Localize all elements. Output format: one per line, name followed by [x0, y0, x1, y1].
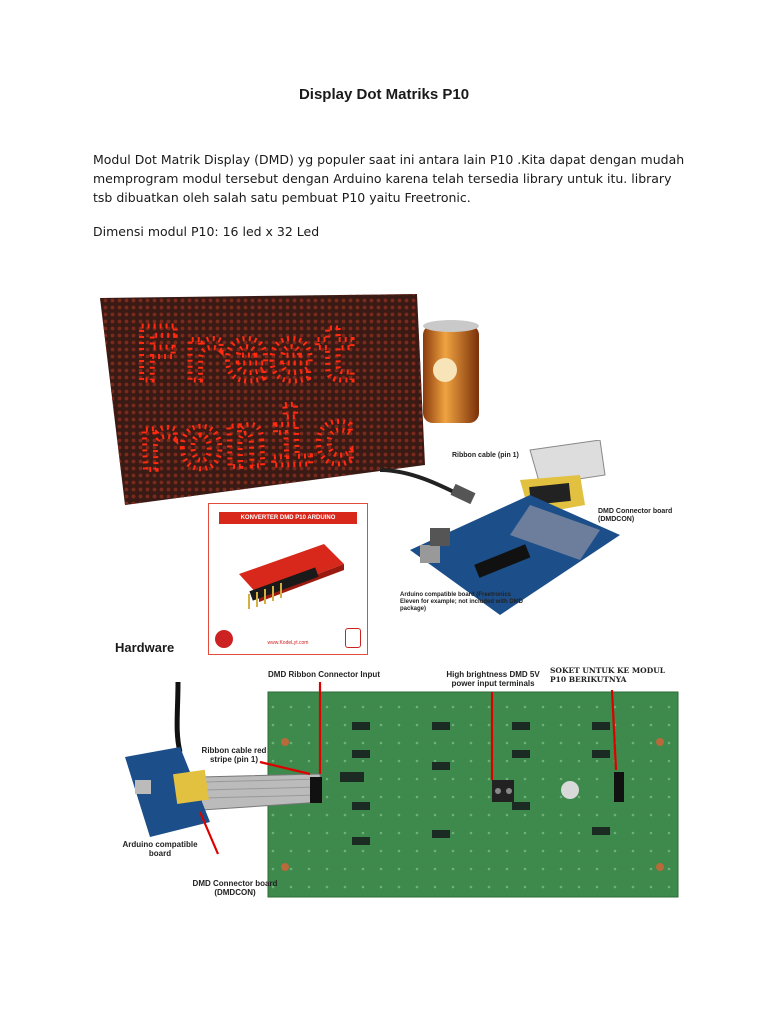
arduino-board-label: Arduino compatible board (Freetronics Eleven for example; not included with DMD package)	[400, 592, 524, 612]
converter-photo	[208, 503, 368, 655]
ribbon-stripe-label: Ribbon cable red stripe (pin 1)	[201, 746, 267, 764]
converter-banner: KONVERTER DMD P10 ARDUINO	[219, 512, 357, 524]
arduino-compatible-label: Arduino compatible board	[122, 840, 198, 858]
dimension-text: Dimensi modul P10: 16 led x 32 Led	[93, 224, 320, 239]
hardware-photo	[120, 662, 680, 900]
arduino-dmdcon-photo	[380, 440, 680, 630]
page-title: Display Dot Matriks P10	[298, 86, 470, 103]
ribbon-cable-label: Ribbon cable (pin 1)	[452, 452, 519, 459]
svg-text:ronic: ronic	[132, 394, 359, 488]
led-text-line1: Freet	[135, 312, 358, 398]
soket-label: SOKET UNTUK KE MODUL P10 BERIKUTNYA	[550, 666, 666, 684]
ribbon-connector-input-label: DMD Ribbon Connector Input	[268, 670, 380, 679]
power-terminals-label: High brightness DMD 5V power input terminals	[446, 670, 540, 688]
dmdcon-board-label: DMD Connector board (DMDCON)	[192, 879, 278, 897]
dmd-connector-label: DMD Connector board (DMDCON)	[598, 508, 673, 523]
converter-footer: www.KodeLyt.com	[267, 640, 309, 646]
hardware-heading: Hardware	[115, 640, 175, 655]
intro-paragraph: Modul Dot Matrik Display (DMD) yg populer saat ini antara lain P10 .Kita dapat dengan mudah memprogram modul tersebut dengan Arduino karena telah tersedia library untuk itu. library tsb dibuatkan oleh salah satu pembuat P10 yaitu Freetronic.	[93, 152, 685, 205]
